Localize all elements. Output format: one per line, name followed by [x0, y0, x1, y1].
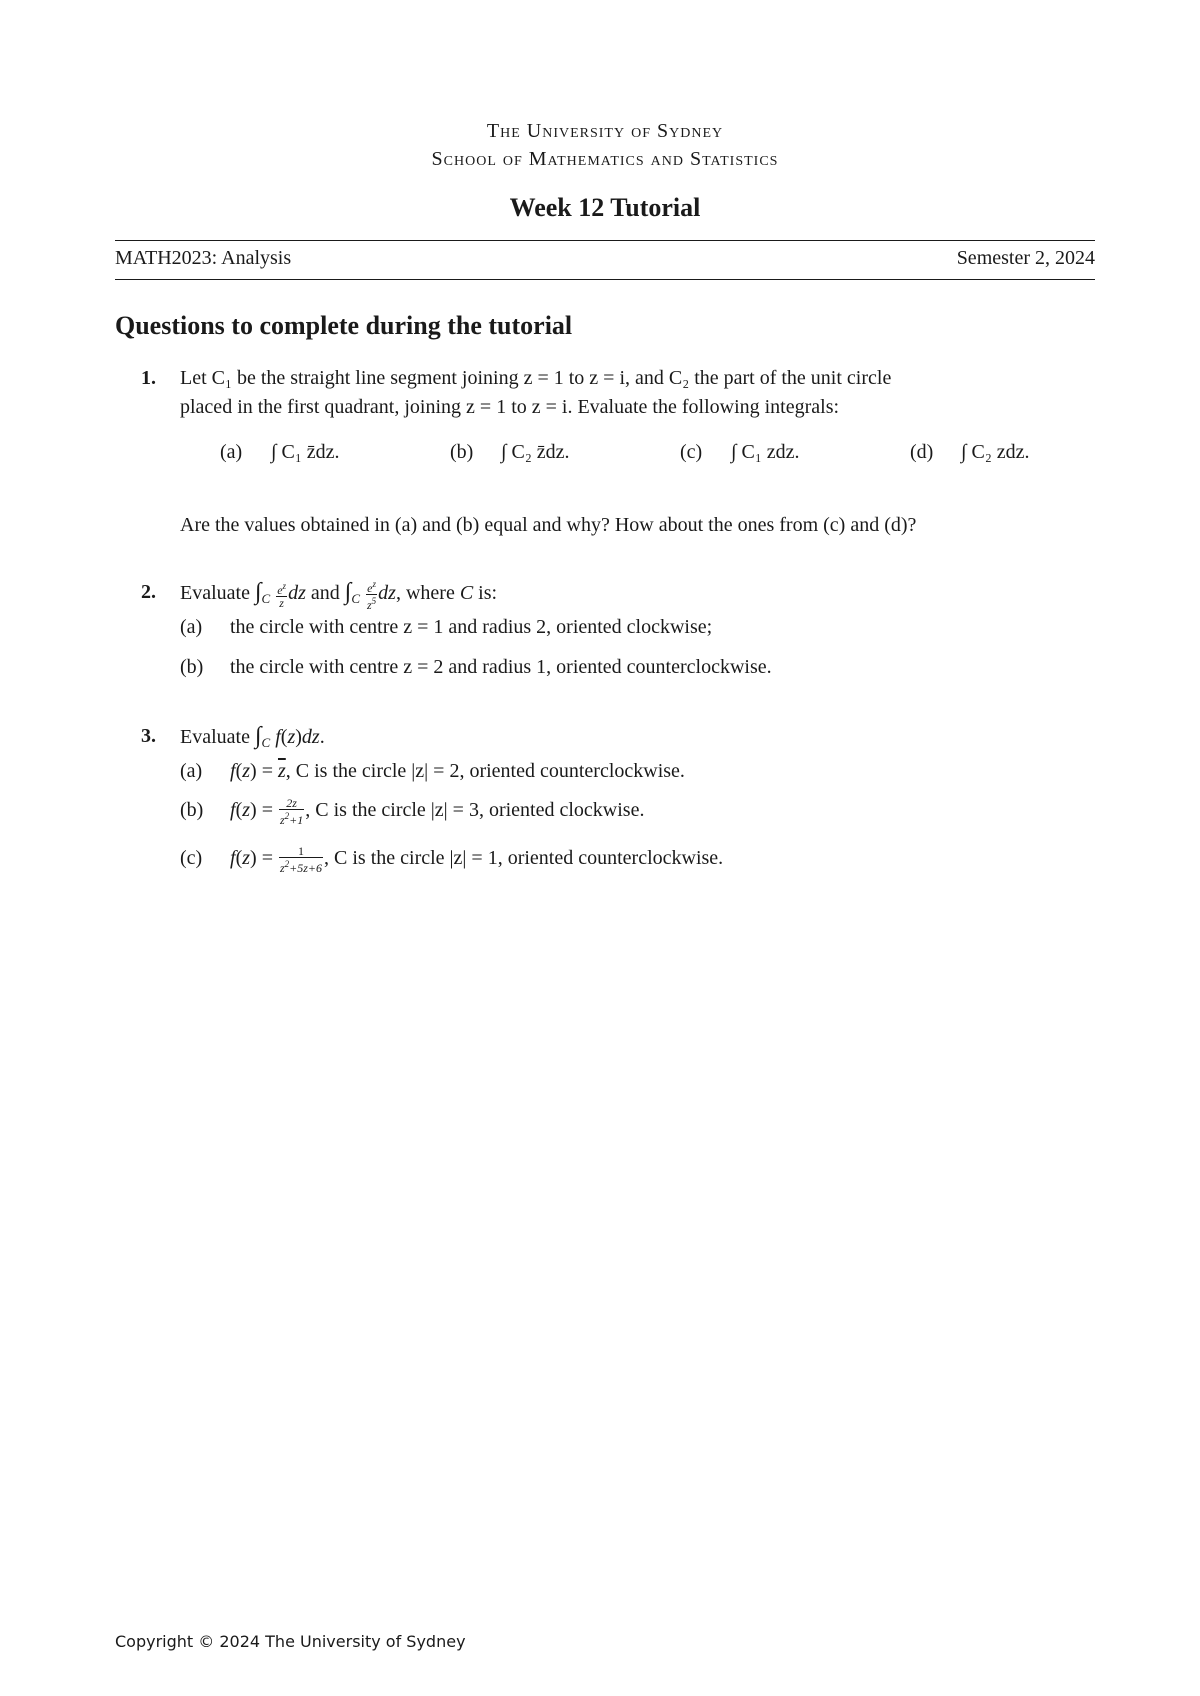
question-number: 2.: [141, 581, 156, 603]
question-3-item-b: (b) f(z) = $\frac{2z}{z^2+1}$ , C is the circle |z| = 3, oriented clockwise.: [180, 796, 645, 827]
question-number: 1.: [141, 367, 156, 389]
part-label: (c): [680, 441, 703, 463]
item-label: (b): [180, 799, 204, 822]
course-name: MATH2023: Analysis: [115, 247, 292, 269]
question-1-followup: [115, 511, 1095, 541]
question-number: 3.: [141, 725, 156, 747]
question-2-item-a: [180, 616, 712, 639]
item-label: (b): [180, 656, 204, 678]
item-text: the circle with centre z = 1 and radius 2, oriented clockwise;: [230, 616, 713, 638]
part-expression: ∫ C₂ z̄dz.: [501, 441, 570, 463]
question-2-item-b: [180, 656, 772, 679]
question-1-line-1: Let C₁ be the straight line segment joining z = 1 to z = i, and C₂ the part of the unit circle: [180, 367, 892, 389]
section-title: Questions to complete during the tutorial: [115, 311, 573, 340]
item-text: , C is the circle |z| = 2, oriented counterclockwise.: [285, 760, 685, 782]
school-name: School of Mathematics and Statistics: [431, 148, 779, 170]
part-label: (b): [450, 441, 474, 463]
part-d: [910, 441, 1030, 464]
semester: Semester 2, 2024: [956, 247, 1095, 269]
question-1-line-2: placed in the first quadrant, joining z = 1 to z = i. Evaluate the following integrals:: [180, 396, 840, 418]
university-name: The University of Sydney: [486, 120, 724, 142]
question-3-item-c: (c) f(z) = $\frac{1}{z^2+5z+6}$ , C is the circle |z| = 1, oriented counterclockwise.: [180, 844, 724, 875]
item-text: , C is the circle |z| = 1, oriented counterclockwise.: [324, 847, 724, 870]
document-page: [115, 0, 1095, 1696]
question-3: [115, 722, 1095, 756]
part-expression: ∫ C₁ z̄dz.: [271, 441, 340, 463]
copyright-footer: Copyright © 2024 The University of Sydney: [115, 1632, 466, 1651]
question-2-text: Evaluate $\int_C$ $\frac{e^z}{z}$ dz and $\int_C$ $\frac{e^z}{z^5}$ dz, where C is:: [180, 579, 498, 612]
part-expression: ∫ C₂ zdz.: [961, 441, 1030, 463]
course-row: [115, 247, 1095, 270]
part-c: [680, 441, 800, 464]
part-label: (a): [220, 441, 243, 463]
question-3-text: Evaluate $\int_C$ f(z)dz.: [180, 723, 325, 750]
followup-text: Are the values obtained in (a) and (b) equal and why? How about the ones from (c) and (d)?: [180, 514, 917, 536]
item-text: the circle with centre z = 2 and radius 1, oriented counterclockwise.: [230, 656, 772, 678]
item-label: (a): [180, 760, 203, 782]
part-b: [450, 441, 570, 464]
question-3-item-a: (a) $f(z) = \overline{z}$, C is the circle |z| = 2, oriented counterclockwise.: [180, 760, 685, 782]
top-rule: [115, 240, 1095, 241]
page-title: Week 12 Tutorial: [509, 193, 701, 222]
item-label: (c): [180, 847, 203, 870]
question-1-parts: [180, 441, 1095, 471]
question-1: [115, 364, 1095, 424]
question-2: [115, 578, 1095, 612]
item-label: (a): [180, 616, 203, 638]
question-1-text: [180, 364, 1095, 422]
part-label: (d): [910, 441, 934, 463]
part-a: [220, 441, 340, 464]
item-text: , C is the circle |z| = 3, oriented clockwise.: [305, 799, 645, 822]
part-expression: ∫ C₁ zdz.: [731, 441, 800, 463]
bottom-rule: [115, 279, 1095, 280]
